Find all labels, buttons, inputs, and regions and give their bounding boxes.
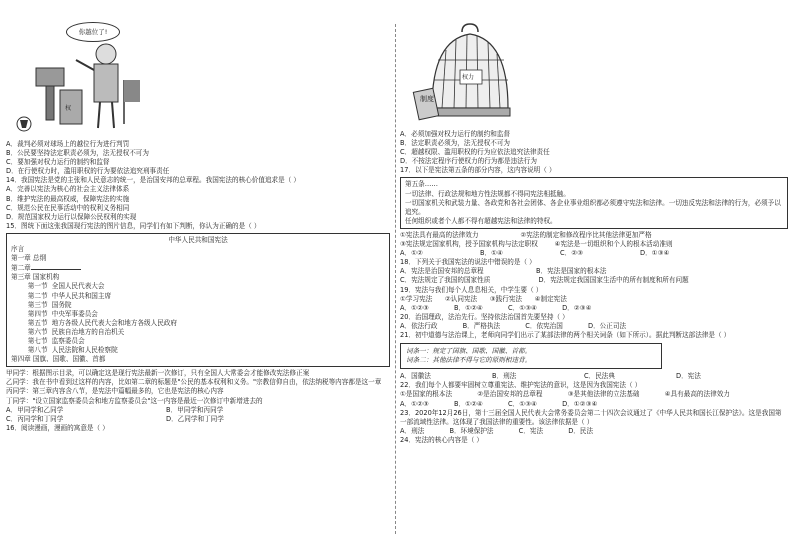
contents-item: 第二节 中华人民共和国主席	[11, 291, 112, 300]
student-statement: 甲同学：根据图示目录，可以确定这是现行宪法最新一次修订，只有全国人大常委会才能修改宪法修正案	[6, 369, 310, 378]
student-statement: 丙同学：第三章内容含八节，是宪法中篇幅最多的，它也是宪法的核心内容	[6, 387, 224, 396]
choice-d: D．宪法	[676, 372, 701, 381]
dictionary-entries-box	[400, 343, 662, 369]
option-line: B．法定职责必须为，法无授权不可为	[400, 139, 511, 148]
option-b: B．甲同学和丙同学	[166, 405, 224, 414]
option-line: C．超越权限、滥用职权的行为应依法追究法律责任	[400, 148, 550, 157]
contents-item: 第七节 监察委员会	[11, 336, 85, 345]
power-cage-cartoon	[400, 20, 788, 130]
contents-item-text: 第二章	[11, 264, 31, 273]
option-line: C．规范公民在民事活动中的权利义务相同	[6, 203, 130, 212]
contents-item: 第三章 国家机构	[11, 273, 60, 282]
choice-row: A．刑法 B．环境保护法 C．宪法 D．民法	[400, 426, 594, 435]
option-line: D．不按法定程序行使权力的行为都是违法行为	[400, 157, 537, 166]
student-statement: 丁同学："设立国家监察委员会和地方监察委员会"这一内容是最近一次修订中新增进去的	[6, 396, 263, 405]
article-line: 一切法律、行政法规和地方性法规都不得同宪法相抵触。	[405, 189, 570, 198]
svg-text:权: 权	[65, 105, 72, 112]
question-stem: 23．2020年12月26日，第十三届全国人民代表大会常务委员会第二十四次会议通过了《中华人民共和国长江保护法》。这是我国第一部流域性法律。这体现了我国法律的重要性。该法律依据是（ ）	[400, 408, 782, 426]
statement-line: ①是国家的根本法 ②是治国安邦的总章程 ③是其他法律的立法基础 ④具有最高的法律效力	[400, 390, 730, 399]
right-column	[400, 20, 788, 445]
option-line: B．公民要坚持法定职责必须为，法无授权不可为	[6, 149, 149, 158]
article-five-box	[400, 177, 788, 228]
column-divider	[395, 24, 396, 534]
choice-row: A．①②③ B．①②④ C．①③④ D．①②③④	[400, 399, 598, 408]
question-20	[400, 313, 788, 331]
left-column	[6, 20, 390, 433]
choice-row: A．依法行政 B．严格执法 C．依宪治国 D．公正司法	[400, 321, 627, 330]
question-23	[400, 409, 788, 436]
question-stem: 20．治国理政，法治先行。坚持依法治国首先要坚持（ ）	[400, 312, 569, 321]
option-line: C．要加强对权力运行的制约和监督	[6, 158, 110, 167]
choice-row	[400, 249, 788, 258]
option-a: A．甲同学和乙同学	[6, 405, 64, 414]
q15-options	[6, 406, 390, 424]
choice-a: A．①②	[400, 249, 423, 258]
question-17-stem: 17．以下是宪法第五条的部分内容，这内容说明（ ）	[400, 166, 556, 175]
box-title: 中华人民共和国宪法	[168, 235, 228, 244]
article-line: 任何组织或者个人都不得有超越宪法和法律的特权。	[405, 216, 557, 225]
contents-item: 第八节 人民法院和人民检察院	[11, 346, 118, 355]
question-stem: 19．宪法与我们每个人息息相关，中学生要（ ）	[400, 285, 543, 294]
choice-row: A．①②③ B．①②④ C．①③④ D．②③④	[400, 303, 592, 312]
contents-item: 第三节 国务院	[11, 300, 72, 309]
choice-b: B．①④	[480, 249, 503, 258]
option-row	[6, 415, 390, 424]
question-stem: 14．我国宪法是党的主张和人民意志的统一，是治国安邦的总章程。我国宪法的核心价值追求是（ ）	[6, 176, 301, 185]
question-21-stem: 21．初中道德与法治课上，老师向同学们出示了某部法律的两个相关词条（如下所示）。据此判断这部法律是（ ）	[400, 330, 731, 339]
option-c: C．丙同学和丁同学	[6, 414, 64, 423]
cage-tag-power: 权力	[462, 74, 475, 81]
statement-line: ①学习宪法 ②认同宪法 ③践行宪法 ④制定宪法	[400, 294, 567, 303]
dictionary-entry: 词条二：其他法律不得与它的原则相违背。	[406, 356, 532, 365]
q13-options	[6, 140, 390, 176]
contents-item	[11, 263, 385, 273]
question-16-stem: 16．阅读漫画，漫画的寓意是（ ）	[6, 423, 109, 432]
constitution-contents-box	[6, 233, 390, 367]
option-line: A．必须加强对权力运行的制约和监督	[400, 130, 511, 138]
student-discussion	[6, 369, 390, 405]
student-statement: 乙同学：我在书中看到过这样的内容，比如第二章的标题是"公民的基本权利和义务。"宗教信仰自由，依法纳税等内容都是这一章	[6, 378, 382, 387]
choice-row	[400, 372, 788, 381]
question-stem: 18．下列关于我国宪法的说法中错误的是（ ）	[400, 258, 536, 267]
option-line: C．宪法规定了我国的国家性质 D．宪法规定我国国家生活中的所有制度和所有问题	[400, 276, 689, 285]
article-line: 一切国家机关和武装力量、各政党和各社会团体、各企业事业组织都必须遵守宪法和法律。一切违反宪法和法律的行为，必须予以追究。	[405, 198, 781, 216]
dictionary-entry: 词条一：规定了国旗、国歌、国徽、首都。	[406, 347, 532, 356]
blank-line	[31, 263, 81, 270]
offside-cartoon	[6, 20, 390, 140]
article-line: 第五条……	[405, 180, 438, 189]
question-18	[400, 258, 788, 285]
choice-b: B．刑法	[492, 372, 517, 381]
q17-options	[400, 231, 788, 258]
option-line: A．完善以宪法为核心的社会主义法律体系	[6, 185, 130, 194]
speech-bubble: 你越位了!	[66, 22, 120, 42]
contents-item: 第五节 地方各级人民代表大会和地方各级人民政府	[11, 318, 178, 327]
option-row	[6, 406, 390, 415]
choice-c: C．民法典	[584, 372, 615, 381]
option-line: A．裁判必须对球场上的越位行为进行判罚	[6, 140, 130, 148]
option-line: D．规范国家权力运行以保障公民权利的实现	[6, 212, 137, 221]
statement-line: ①宪法具有最高的法律效力 ②宪法的制定和修改程序比其他法律更加严格	[400, 230, 652, 239]
option-line: D．在行使权力时，滥用职权的行为要依法追究刑事责任	[6, 167, 170, 176]
cage-tag-system: 制度	[420, 95, 434, 103]
question-24-stem: 24．宪法的核心内容是（ ）	[400, 435, 484, 444]
question-22	[400, 381, 788, 408]
option-d: D．乙同学和丁同学	[166, 414, 224, 423]
choice-c: C．②③	[560, 249, 584, 258]
q16-options	[400, 130, 788, 166]
contents-item: 第六节 民族自治地方的自治机关	[11, 327, 125, 336]
question-15-stem: 15．图统下面这张我国现行宪法的图片信息，同学们有如下判断，你认为正确的是（ ）	[6, 221, 261, 230]
option-line: B．维护宪法的最高权威，保障宪法的实施	[6, 194, 130, 203]
contents-item: 第四节 中央军事委员会	[11, 309, 98, 318]
question-stem: 22．我们每个人都要牢固树立尊重宪法、维护宪法的意识，这是因为我国宪法（ ）	[400, 381, 642, 390]
question-19	[400, 286, 788, 313]
contents-item: 第一章 总纲	[11, 254, 47, 263]
contents-item: 第一节 全国人民代表大会	[11, 282, 105, 291]
question-14	[6, 176, 390, 221]
contents-item: 第四章 国旗、国歌、国徽、首都	[11, 355, 106, 364]
statement-line: ③宪法规定国家机构，授予国家机构与法定职权 ④宪法是一切组织和个人的根本活动准则	[400, 240, 673, 249]
choice-d: D．①③④	[640, 249, 670, 258]
contents-item: 序言	[11, 245, 25, 254]
choice-a: A．国徽法	[400, 372, 431, 381]
option-line: A．宪法是治国安邦的总章程 B．宪法是国家的根本法	[400, 267, 607, 276]
